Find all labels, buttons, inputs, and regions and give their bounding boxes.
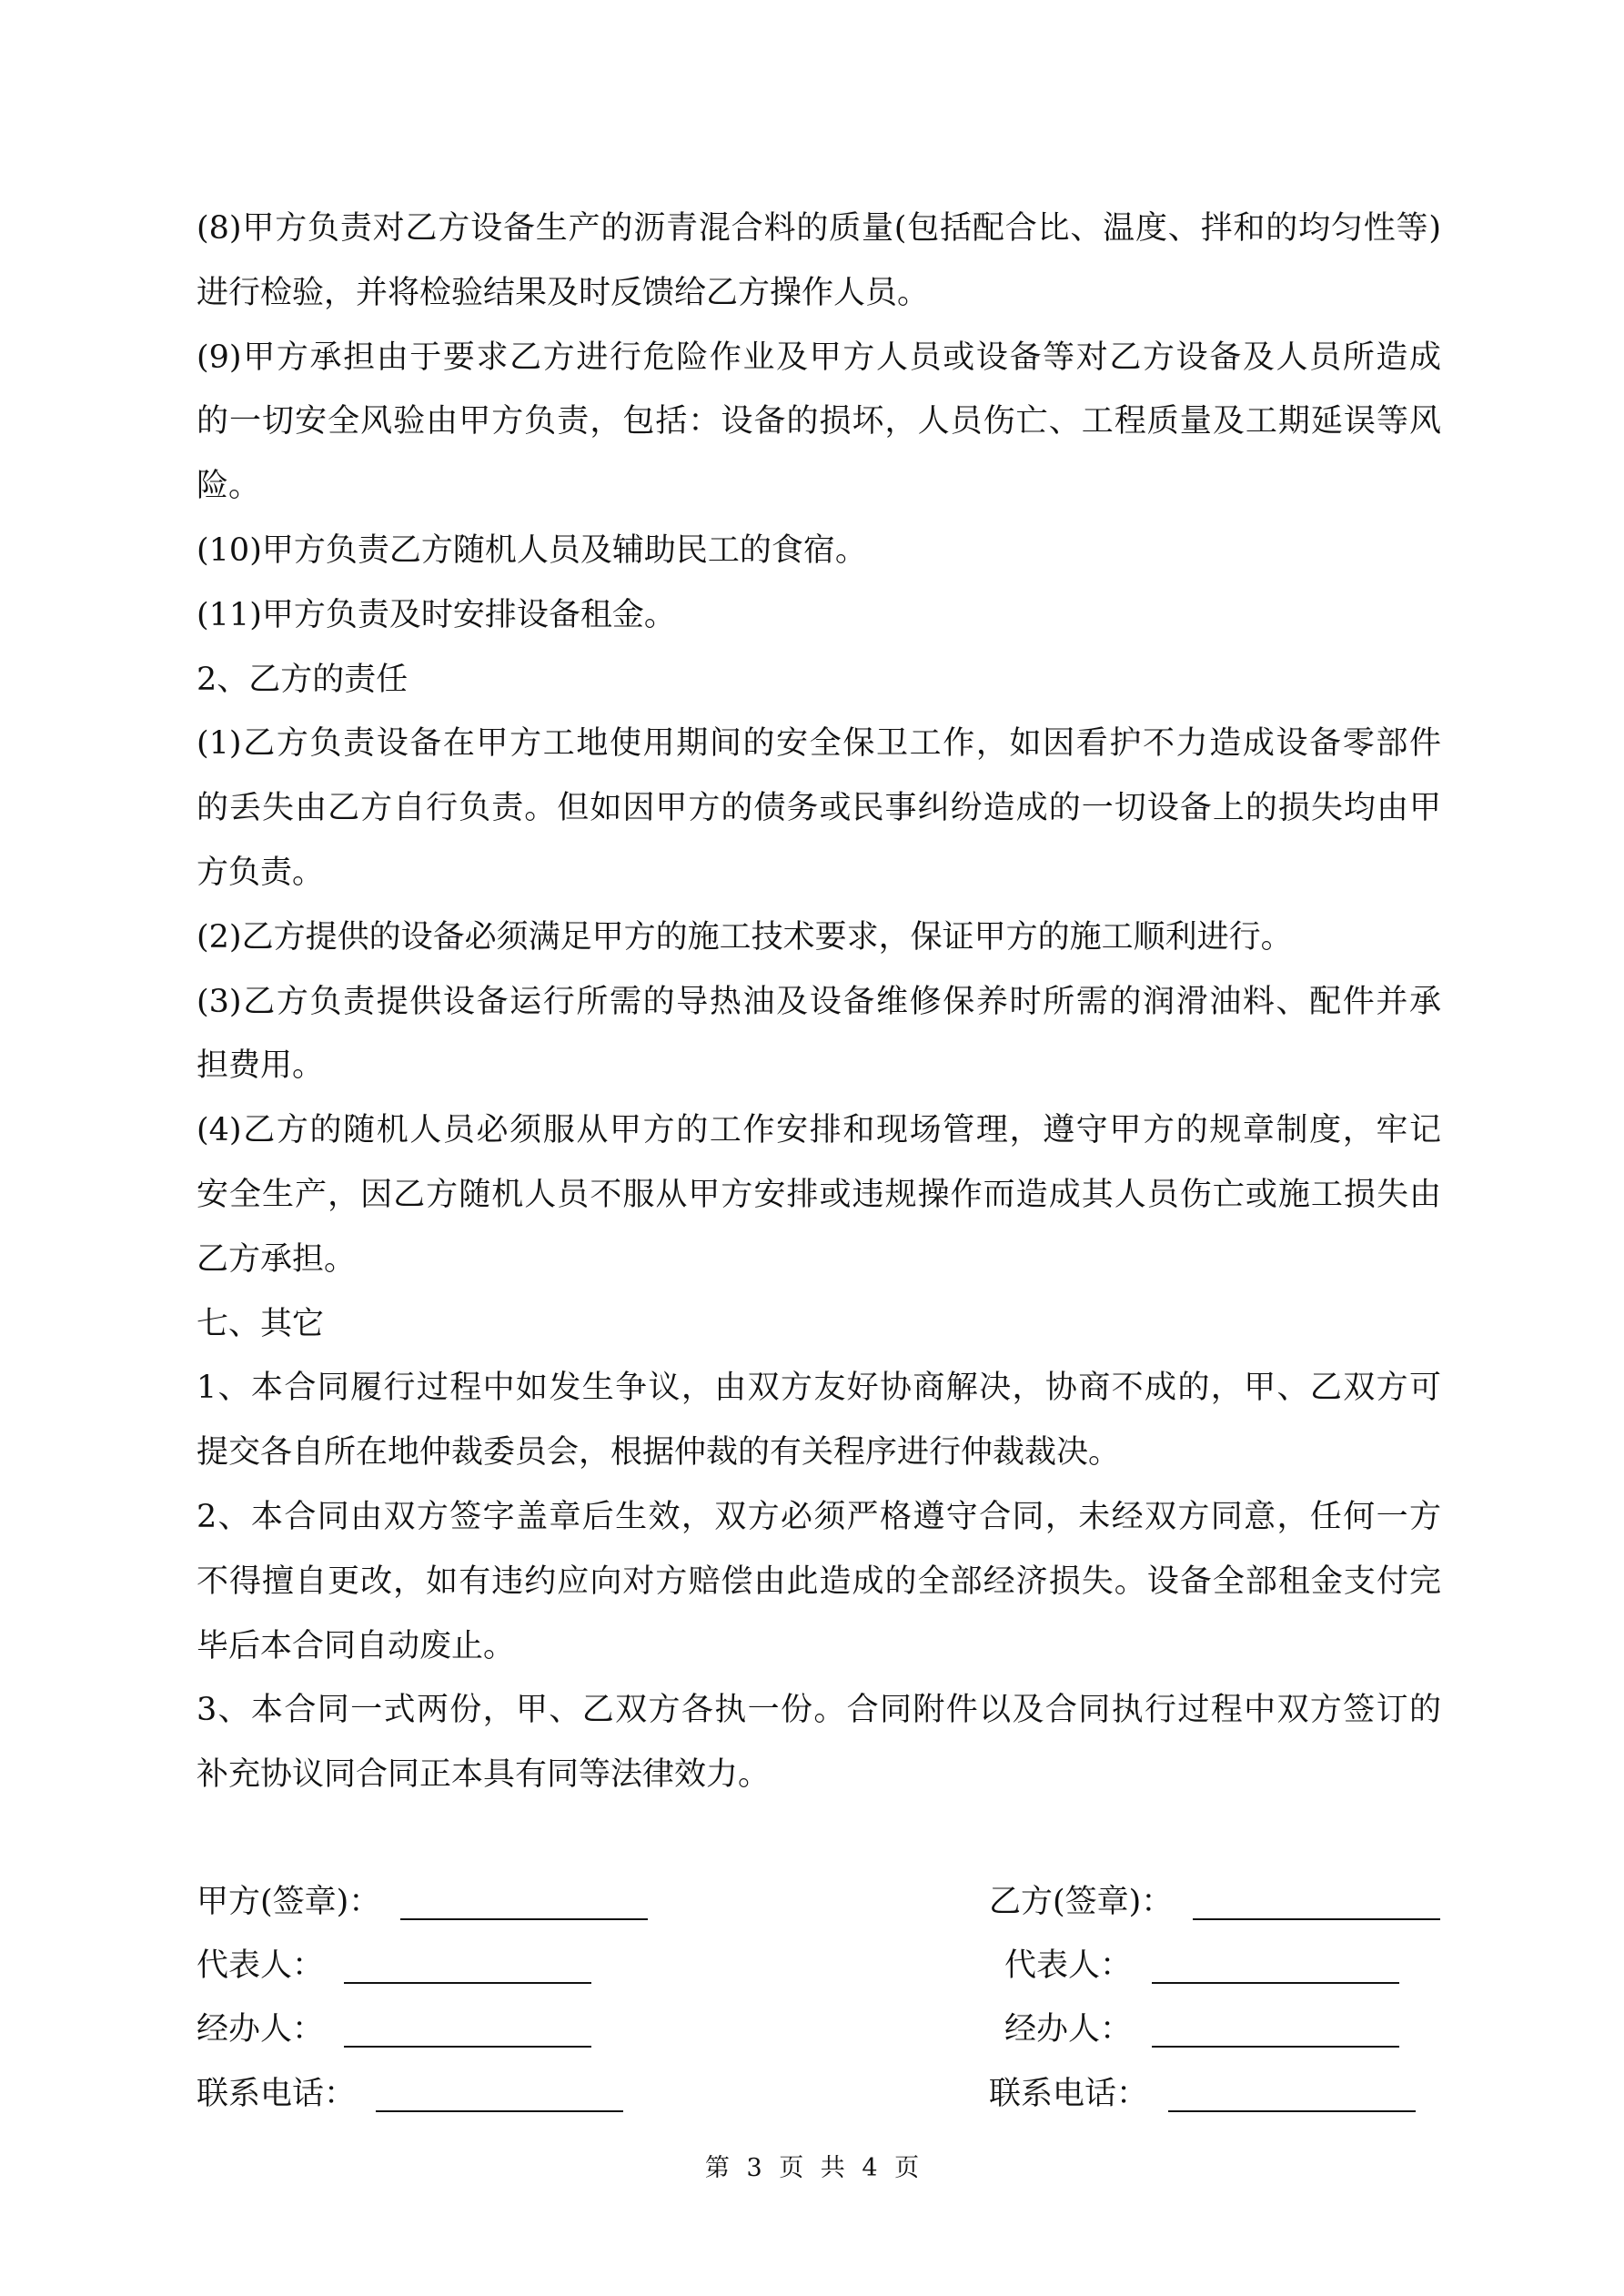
party-a-handler-label: 经办人：	[197, 2011, 325, 2048]
party-b-handler-field	[1004, 2011, 1399, 2048]
party-b-rep-field	[1004, 1947, 1399, 1984]
party-a-seal-label: 甲方(签章)：	[197, 1884, 381, 1920]
text-line: (10)甲方负责乙方随机人员及辅助民工的食宿。	[197, 531, 867, 569]
text-line: 的一切安全风验由甲方负责，包括：设备的损坏，人员伤亡、工程质量及工期延误等风	[197, 403, 1441, 440]
text-line: 毕后本合同自动废止。	[197, 1627, 516, 1664]
signature-blank	[376, 2079, 623, 2112]
text-line: 补充协议同合同正本具有同等法律效力。	[197, 1756, 771, 1794]
signature-blank	[344, 2015, 591, 2048]
party-a-phone-label: 联系电话：	[197, 2076, 357, 2112]
text-line: 不得擅自更改，如有违约应向对方赔偿由此造成的全部经济损失。设备全部租金支付完	[197, 1563, 1441, 1600]
party-b-phone-label: 联系电话：	[989, 2076, 1149, 2112]
text-line: 1、本合同履行过程中如发生争议，由双方友好协商解决，协商不成的，甲、乙双方可	[197, 1370, 1441, 1407]
text-line: (11)甲方负责及时安排设备租金。	[197, 596, 676, 633]
party-b-seal-field	[989, 1884, 1440, 1920]
text-line: (2)乙方提供的设备必须满足甲方的施工技术要求，保证甲方的施工顺利进行。	[197, 918, 1293, 956]
signature-blank	[400, 1887, 648, 1920]
party-a-rep-label: 代表人：	[197, 1947, 325, 1984]
party-b-handler-label: 经办人：	[1004, 2011, 1133, 2048]
text-line: 七、其它	[197, 1305, 325, 1342]
party-a-seal-field	[197, 1884, 648, 1920]
signature-blank	[1168, 2079, 1416, 2112]
text-line: (1)乙方负责设备在甲方工地使用期间的安全保卫工作，如因看护不力造成设备零部件	[197, 725, 1441, 763]
text-line: 3、本合同一式两份，甲、乙双方各执一份。合同附件以及合同执行过程中双方签订的	[197, 1692, 1441, 1729]
text-line: (9)甲方承担由于要求乙方进行危险作业及甲方人员或设备等对乙方设备及人员所造成	[197, 339, 1441, 376]
text-line: (3)乙方负责提供设备运行所需的导热油及设备维修保养时所需的润滑油料、配件并承	[197, 983, 1441, 1020]
text-line: 2、本合同由双方签字盖章后生效，双方必须严格遵守合同，未经双方同意，任何一方	[197, 1498, 1441, 1535]
party-a-rep-field	[197, 1947, 591, 1984]
signature-blank	[344, 1951, 591, 1984]
text-line: (8)甲方负责对乙方设备生产的沥青混合料的质量(包括配合比、温度、拌和的均匀性等)	[197, 210, 1441, 247]
text-line: 乙方承担。	[197, 1240, 357, 1278]
text-line: 担费用。	[197, 1047, 325, 1085]
party-b-rep-label: 代表人：	[1004, 1947, 1133, 1984]
text-line: 的丢失由乙方自行负责。但如因甲方的债务或民事纠纷造成的一切设备上的损失均由甲	[197, 790, 1441, 827]
text-line: 进行检验，并将检验结果及时反馈给乙方操作人员。	[197, 274, 930, 311]
text-line: 险。	[197, 468, 261, 505]
party-a-handler-field	[197, 2011, 591, 2048]
party-b-phone-field	[989, 2076, 1416, 2112]
signature-blank	[1152, 2015, 1399, 2048]
signature-blank	[1152, 1951, 1399, 1984]
party-a-phone-field	[197, 2076, 623, 2112]
text-line: 安全生产，因乙方随机人员不服从甲方安排或违规操作而造成其人员伤亡或施工损失由	[197, 1176, 1441, 1213]
text-line: (4)乙方的随机人员必须服从甲方的工作安排和现场管理，遵守甲方的规章制度，牢记	[197, 1112, 1441, 1149]
contract-body	[197, 197, 1441, 1807]
party-b-seal-label: 乙方(签章)：	[989, 1884, 1174, 1920]
text-line: 提交各自所在地仲裁委员会，根据仲裁的有关程序进行仲裁裁决。	[197, 1434, 1121, 1472]
text-line: 方负责。	[197, 854, 325, 891]
signature-blank	[1193, 1887, 1440, 1920]
text-line: 2、乙方的责任	[197, 661, 409, 698]
page-number: 第 3 页 共 4 页	[704, 2154, 920, 2182]
